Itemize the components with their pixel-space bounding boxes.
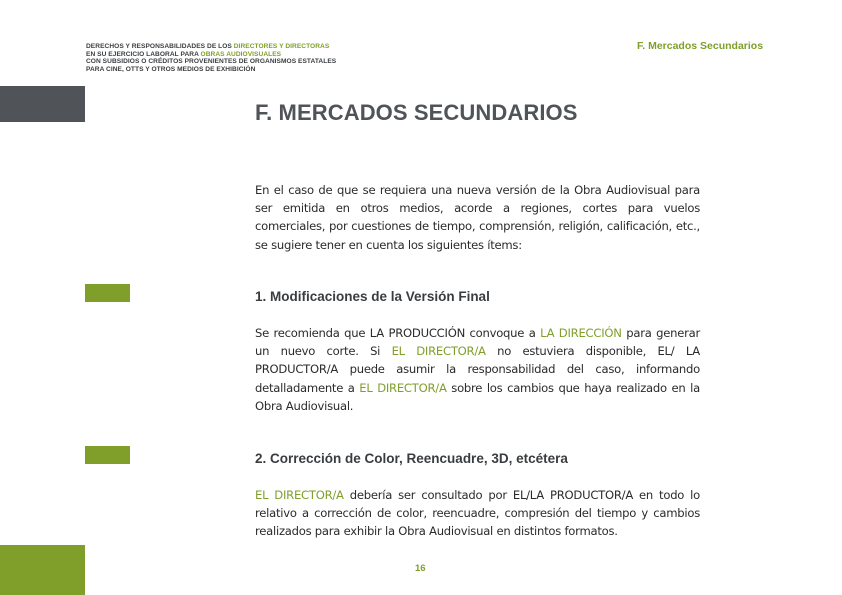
page-number: 16: [415, 563, 426, 574]
text-segment: no estuviera disponible, EL/ LA PRODUCTOR/A puede asumir la responsabilidad del caso, informando detalladamente a: [255, 344, 700, 395]
header-highlight-directors: DIRECTORES Y DIRECTORAS: [233, 43, 330, 50]
header-highlight-works: OBRAS AUDIOVISUALES: [200, 50, 282, 58]
header-line-2: EN SU EJERCICIO LABORAL PARA OBRAS AUDIOVISUALES: [86, 50, 282, 58]
section-heading-1: 1. Modificaciones de la Versión Final: [255, 289, 490, 304]
document-header: [86, 43, 336, 73]
text-segment: Se recomienda que LA PRODUCCIÓN convoque a: [255, 326, 541, 340]
section-1-paragraph: [255, 324, 700, 415]
text-segment: para generar un nuevo corte. Si: [255, 326, 700, 359]
header-line-4: PARA CINE, OTTS Y OTROS MEDIOS DE EXHIBICIÓN: [86, 65, 256, 73]
header-line-3: CON SUBSIDIOS O CRÉDITOS PROVENIENTES DE ORGANISMOS ESTATALES: [86, 58, 337, 66]
section-2-marker-bar: [85, 446, 130, 464]
text-segment: debería ser consultado por EL/LA PRODUCTOR/A en todo lo relativo a corrección de color, reencuadre, compresión del tiempo y cambios realizados para exhibir la Obra Audiovisual en distintos formatos.: [255, 488, 700, 539]
highlighted-role: EL DIRECTOR/A: [391, 344, 486, 359]
highlighted-role: EL DIRECTOR/A: [359, 380, 447, 395]
section-2-paragraph: [255, 486, 700, 541]
highlighted-role: EL DIRECTOR/A: [255, 488, 344, 502]
intro-paragraph: En el caso de que se requiera una nueva versión de la Obra Audiovisual para ser emitida en otros medios, acorde a regiones, cortes para vuelos comerciales, por cuestiones de tiempo, comprensión, religión, calificación, etc., se sugiere tener en cuenta los siguientes ítems:: [255, 183, 700, 252]
header-line-1: DERECHOS Y RESPONSABILIDADES DE LOS DIRECTORES Y DIRECTORAS: [86, 43, 330, 50]
title-marker-bar: [0, 86, 85, 122]
highlighted-role: LA DIRECCIÓN: [540, 326, 622, 340]
text-segment: sobre los cambios que haya realizado en la Obra Audiovisual.: [255, 380, 700, 413]
section-1-marker-bar: [85, 284, 130, 302]
footer-accent-block: [0, 545, 85, 595]
section-heading-2: 2. Corrección de Color, Reencuadre, 3D, etcétera: [255, 451, 568, 466]
page-title: F. MERCADOS SECUNDARIOS: [255, 100, 578, 125]
running-section-label: F. Mercados Secundarios: [637, 40, 764, 52]
